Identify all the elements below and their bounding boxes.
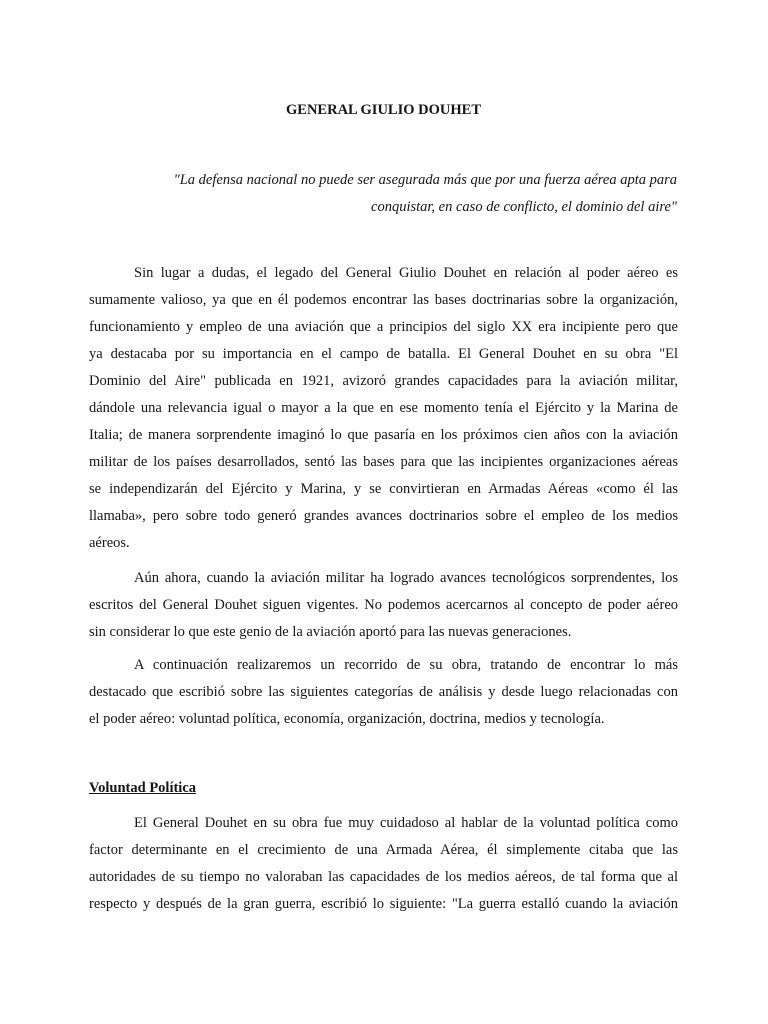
paragraph-line: ya destacaba por su importancia en el campo de batalla. El General Douhet en su obra "El [89, 346, 678, 362]
body-paragraph [89, 565, 678, 646]
paragraph-line: Dominio del Aire" publicada en 1921, avizoró grandes capacidades para la aviación militar, [89, 373, 678, 389]
paragraph-line: militar de los países desarrollados, sentó las bases para que las incipientes organizaciones aéreas [89, 454, 678, 470]
paragraph-line: respecto y después de la gran guerra, escribió lo siguiente: "La guerra estalló cuando la aviación [89, 896, 678, 912]
body-paragraph [89, 260, 678, 557]
paragraph-line: El General Douhet en su obra fue muy cuidadoso al hablar de la voluntad política como [134, 815, 678, 831]
paragraph-line: el poder aéreo: voluntad política, economía, organización, doctrina, medios y tecnología. [89, 711, 605, 727]
paragraph-line: llamaba», pero sobre todo generó grandes avances doctrinarios sobre el empleo de los medios [89, 508, 678, 524]
paragraph-line: dándole una relevancia igual o mayor a la que en ese momento tenía el Ejército y la Marina de [89, 400, 678, 416]
body-paragraph [89, 652, 678, 733]
paragraph-line: escritos del General Douhet siguen vigentes. No podemos acercarnos al concepto de poder aéreo [89, 597, 678, 613]
paragraph-line: destacado que escribió sobre las siguientes categorías de análisis y desde luego relacionadas con [89, 684, 678, 700]
paragraph-line: funcionamiento y empleo de una aviación que a principios del siglo XX era incipiente pero que [89, 319, 678, 335]
paragraph-line: Italia; de manera sorprendente imaginó lo que pasaría en los próximos cien años con la aviación [89, 427, 678, 443]
epigraph-quote [89, 167, 677, 221]
section-heading: Voluntad Política [89, 780, 197, 796]
paragraph-line: factor determinante en el crecimiento de una Armada Aérea, él simplemente citaba que las [89, 842, 678, 858]
body-paragraph [89, 810, 678, 918]
paragraph-line: A continuación realizaremos un recorrido de su obra, tratando de encontrar lo más [134, 657, 678, 673]
paragraph-line: Sin lugar a dudas, el legado del General Giulio Douhet en relación al poder aéreo es [134, 265, 678, 281]
epigraph-line: conquistar, en caso de conflicto, el dominio del aire" [371, 199, 677, 215]
paragraph-line: autoridades de su tiempo no valoraban las capacidades de los medios aéreos, de tal forma que al [89, 869, 678, 885]
paragraph-line: sumamente valioso, ya que en él podemos encontrar las bases doctrinarias sobre la organización, [89, 292, 678, 308]
paragraph-line: sin considerar lo que este genio de la aviación aportó para las nuevas generaciones. [89, 624, 572, 640]
epigraph-line: "La defensa nacional no puede ser asegurada más que por una fuerza aérea apta para [173, 172, 677, 188]
paragraph-line: se independizarán del Ejército y Marina, y se convirtieran en Armadas Aéreas «como él las [89, 481, 678, 497]
paragraph-line: Aún ahora, cuando la aviación militar ha logrado avances tecnológicos sorprendentes, los [134, 570, 678, 586]
paragraph-line: aéreos. [89, 535, 130, 551]
document-title: GENERAL GIULIO DOUHET [286, 102, 481, 118]
